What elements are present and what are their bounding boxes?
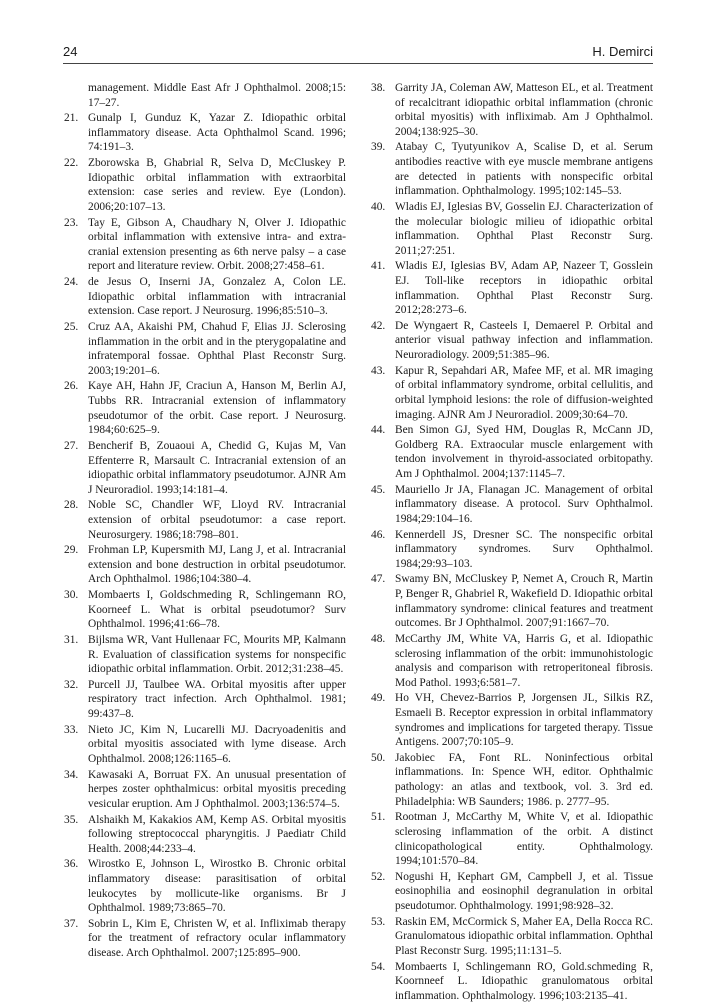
reference-text: Wladis EJ, Iglesias BV, Gosselin EJ. Characterization of the molecular biologic milieu of idiopathic orbital inflammation. Ophthal Plast Reconstr Surg. 2011;27:251.: [395, 200, 653, 257]
reference-text: Ben Simon GJ, Syed HM, Douglas R, McCann JD, Goldberg RA. Extraocular muscle enlargement with tendon involvement in thyroid-associated orbitopathy. Am J Ophthalmol. 2004;137:1145–7.: [395, 424, 653, 480]
reference-item: [371, 915, 653, 959]
reference-number: 45.: [371, 483, 386, 496]
reference-list-left: [64, 111, 346, 960]
reference-number: 44.: [371, 424, 386, 437]
reference-text: Gunalp I, Gunduz K, Yazar Z. Idiopathic orbital inflammatory disease. Acta Ophthalmol Scand. 1996; 74:191–3.: [88, 112, 346, 154]
header-rule: [63, 63, 653, 64]
reference-number: 25.: [64, 320, 79, 333]
reference-number: 41.: [371, 260, 386, 273]
reference-number: 23.: [64, 216, 79, 229]
reference-number: 53.: [371, 915, 386, 928]
reference-item: [371, 751, 653, 809]
reference-item: [64, 111, 346, 155]
reference-number: 28.: [64, 499, 79, 512]
reference-text: Tay E, Gibson A, Chaudhary N, Olver J. Idiopathic orbital inflammation with extensive intra- and extra-cranial extension presenting as 6th nerve palsy – a case report and literature review. Orbit. 2008;27:458–61.: [88, 216, 346, 273]
reference-item: [64, 275, 346, 319]
reference-item: [371, 81, 653, 139]
reference-item: [371, 423, 653, 481]
reference-number: 22.: [64, 157, 79, 170]
reference-text: Wirostko E, Johnson L, Wirostko B. Chronic orbital inflammatory disease: parasitisation of orbital leukocytes by mollicute-like organisms. Br J Ophthalmol. 1989;73:865–70.: [88, 858, 346, 915]
reference-column-left: [64, 81, 346, 962]
reference-text: Zborowska B, Ghabrial R, Selva D, McCluskey P. Idiopathic orbital inflammation with extraorbital extension: case series and review. Eye (London). 2006;20:107–13.: [88, 157, 346, 213]
reference-item: [371, 140, 653, 198]
reference-item: [64, 543, 346, 587]
reference-column-right: [371, 81, 653, 1004]
reference-text: Garrity JA, Coleman AW, Matteson EL, et al. Treatment of recalcitrant idiopathic orbital inflammation (chronic orbital myositis) with infliximab. Am J Ophthalmol. 2004;138:925–30.: [395, 82, 653, 138]
reference-text: Nogushi H, Kephart GM, Campbell J, et al. Tissue eosinophilia and eosinophil degranulation in orbital pseudotumor. Ophthalmology. 1991;98:928–32.: [395, 870, 653, 912]
reference-text: Bencherif B, Zouaoui A, Chedid G, Kujas M, Van Effenterre R, Marsault C. Intracranial extension of an idiopathic orbital inflammatory pseudotumor. AJNR Am J Neuroradiol. 1993;14:181–4.: [88, 439, 346, 496]
reference-number: 24.: [64, 276, 79, 289]
reference-number: 43.: [371, 364, 386, 377]
reference-text: Atabay C, Tyutyunikov A, Scalise D, et al. Serum antibodies reactive with eye muscle membrane antigens are detected in patients with nonspecific orbital inflammation. Ophthalmology. 1995;102:145–53.: [395, 141, 653, 198]
reference-item: [371, 364, 653, 422]
reference-item: [371, 528, 653, 572]
reference-number: 42.: [371, 319, 386, 332]
reference-text: Frohman LP, Kupersmith MJ, Lang J, et al. Intracranial extension and bone destruction in orbital pseudotumor. Arch Ophthalmol. 1986;104:380–4.: [88, 544, 346, 586]
reference-number: 21.: [64, 112, 79, 125]
reference-item: [371, 483, 653, 527]
reference-item: [64, 633, 346, 677]
reference-item: [64, 723, 346, 767]
page-number: 24: [63, 44, 78, 59]
reference-text: Ho VH, Chevez-Barrios P, Jorgensen JL, Silkis RZ, Esmaeli B. Receptor expression in orbital inflammatory syndromes and implications for targeted therapy. Tissue Antigens. 2007;70:105–9.: [395, 692, 653, 749]
reference-continuation: management. Middle East Afr J Ophthalmol. 2008;15: 17–27.: [88, 82, 346, 109]
reference-text: de Jesus O, Inserni JA, Gonzalez A, Colon LE. Idiopathic orbital inflammation with intracranial extension. Case report. J Neurosurg. 1996;85:510–3.: [88, 276, 346, 318]
reference-text: Raskin EM, McCormick S, Maher EA, Della Rocca RC. Granulomatous idiopathic orbital inflammation. Ophthal Plast Reconstr Surg. 1995;11:131–5.: [395, 915, 653, 957]
reference-list-right: [371, 81, 653, 1003]
reference-item: [371, 870, 653, 914]
reference-item: [64, 588, 346, 632]
reference-item: [371, 960, 653, 1004]
reference-text: Wladis EJ, Iglesias BV, Adam AP, Nazeer T, Gosslein EJ. Toll-like receptors in idiopathic orbital inflammation. Ophthal Plast Reconstr Surg. 2012;28:273–6.: [395, 260, 653, 317]
reference-text: Nieto JC, Kim N, Lucarelli MJ. Dacryoadenitis and orbital myositis associated with lyme disease. Arch Ophthalmol. 2008;126:1165–6.: [88, 723, 346, 765]
reference-text: Kapur R, Sepahdari AR, Mafee MF, et al. MR imaging of orbital inflammatory syndrome, orbital cellulitis, and orbital lymphoid lesions: the role of diffusion-weighted imaging. AJNR Am J Neuroradiol. 2009;30:64–70.: [395, 364, 653, 421]
reference-text: Purcell JJ, Taulbee WA. Orbital myositis after upper respiratory tract infection. Arch Ophthalmol. 1981; 99:437–8.: [88, 678, 346, 721]
reference-text: Bijlsma WR, Vant Hullenaar FC, Mourits MP, Kalmann R. Evaluation of classification systems for nonspecific idiopathic orbital inflammation. Orbit. 2012;31:238–45.: [88, 634, 346, 676]
reference-text: Mauriello Jr JA, Flanagan JC. Management of orbital inflammatory disease. A protocol. Surv Ophthalmol. 1984;29:104–16.: [395, 483, 653, 525]
reference-number: 50.: [371, 751, 386, 764]
reference-item: [64, 320, 346, 378]
reference-item: [64, 857, 346, 915]
reference-number: 46.: [371, 528, 386, 541]
reference-number: 30.: [64, 589, 79, 602]
reference-text: Kennerdell JS, Dresner SC. The nonspecific orbital inflammatory syndromes. Surv Ophthalmol. 1984;29:93–103.: [395, 528, 653, 570]
reference-text: Jakobiec FA, Font RL. Noninfectious orbital inflammations. In: Spence WH, editor. Ophthalmic pathology: an atlas and textbook, vol. 3. 3rd ed. Philadelphia: WB Saunders; 1986. p. 2777–95.: [395, 751, 653, 808]
reference-number: 47.: [371, 573, 386, 586]
reference-number: 29.: [64, 544, 79, 557]
reference-item: [371, 632, 653, 690]
reference-number: 31.: [64, 634, 79, 646]
reference-item: [64, 498, 346, 542]
reference-number: 26.: [64, 380, 79, 393]
reference-number: 54.: [371, 960, 386, 973]
page-header: [63, 44, 653, 62]
reference-number: 39.: [371, 141, 386, 154]
reference-item: [64, 813, 346, 857]
reference-text: Mombaerts I, Goldschmeding R, Schlingemann RO, Koorneef L. What is orbital pseudotumor? Surv Ophthalmol. 1996;41:66–78.: [88, 589, 346, 631]
reference-item: [371, 691, 653, 749]
reference-item: [371, 810, 653, 868]
reference-number: 33.: [64, 723, 79, 736]
reference-number: 38.: [371, 82, 386, 94]
reference-item: [371, 200, 653, 258]
reference-number: 35.: [64, 813, 79, 826]
reference-number: 49.: [371, 692, 386, 705]
reference-number: 27.: [64, 439, 79, 452]
reference-text: Noble SC, Chandler WF, Lloyd RV. Intracranial extension of orbital pseudotumor: a case report. Neurosurgery. 1986;18:798–801.: [88, 499, 346, 541]
reference-number: 37.: [64, 917, 79, 930]
running-head: H. Demirci: [592, 44, 653, 59]
reference-text: McCarthy JM, White VA, Harris G, et al. Idiopathic sclerosing inflammation of the orbit: immunohistologic analysis and comparison with retroperitoneal fibrosis. Mod Pathol. 1993;6:581–7.: [395, 632, 653, 689]
reference-item: [64, 917, 346, 961]
reference-number: 40.: [371, 200, 386, 213]
reference-item: [64, 156, 346, 214]
reference-text: Kawasaki A, Borruat FX. An unusual presentation of herpes zoster ophthalmicus: orbital myositis preceding vesicular eruption. Am J Ophthalmol. 2003;136:574–5.: [88, 768, 346, 810]
reference-item: [371, 319, 653, 363]
reference-text: Rootman J, McCarthy M, White V, et al. Idiopathic sclerosing inflammation of the orbit. A distinct clinicopathological entity. Ophthalmology. 1994;101:570–84.: [395, 811, 653, 868]
reference-text: Sobrin L, Kim E, Christen W, et al. Infliximab therapy for the treatment of refractory ocular inflammatory disease. Arch Ophthalmol. 2007;125:895–900.: [88, 917, 346, 960]
reference-text: Cruz AA, Akaishi PM, Chahud F, Elias JJ. Sclerosing inflammation in the orbit and in the pterygopalatine and infratemporal fossae. Ophthal Plast Reconstr Surg. 2003;19:201–6.: [88, 320, 346, 377]
reference-item: [371, 259, 653, 317]
reference-text: Alshaikh M, Kakakios AM, Kemp AS. Orbital myositis following streptococcal pharyngitis. J Paediatr Child Health. 2008;44:233–4.: [88, 813, 346, 855]
reference-text: Kaye AH, Hahn JF, Craciun A, Hanson M, Berlin AJ, Tubbs RR. Intracranial extension of inflammatory pseudotumor of the orbit. Case report. J Neurosurg. 1984;60:625–9.: [88, 380, 346, 437]
reference-item: [64, 216, 346, 274]
reference-number: 32.: [64, 678, 79, 691]
reference-text: Swamy BN, McCluskey P, Nemet A, Crouch R, Martin P, Benger R, Ghabriel R, Wakefield D. Idiopathic orbital inflammatory syndrome: clinical features and treatment outcomes. Br J Ophthalmol. 2007;91:1667–70.: [395, 573, 653, 630]
reference-item: [64, 439, 346, 497]
reference-text: De Wyngaert R, Casteels I, Demaerel P. Orbital and anterior visual pathway infection and inflammation. Neuroradiology. 2009;51:385–96.: [395, 319, 653, 362]
reference-text: Mombaerts I, Schlingemann RO, Gold.schmeding R, Koornneef L. Idiopathic granulomatous orbital inflammation. Ophthalmology. 1996;103:2135–41.: [395, 960, 653, 1002]
reference-item: [64, 768, 346, 812]
reference-item: [64, 379, 346, 437]
reference-number: 36.: [64, 858, 79, 871]
reference-item: [371, 572, 653, 630]
reference-number: 34.: [64, 768, 79, 781]
reference-number: 51.: [371, 811, 386, 824]
reference-item: [64, 678, 346, 722]
reference-number: 48.: [371, 632, 386, 645]
reference-number: 52.: [371, 870, 386, 883]
